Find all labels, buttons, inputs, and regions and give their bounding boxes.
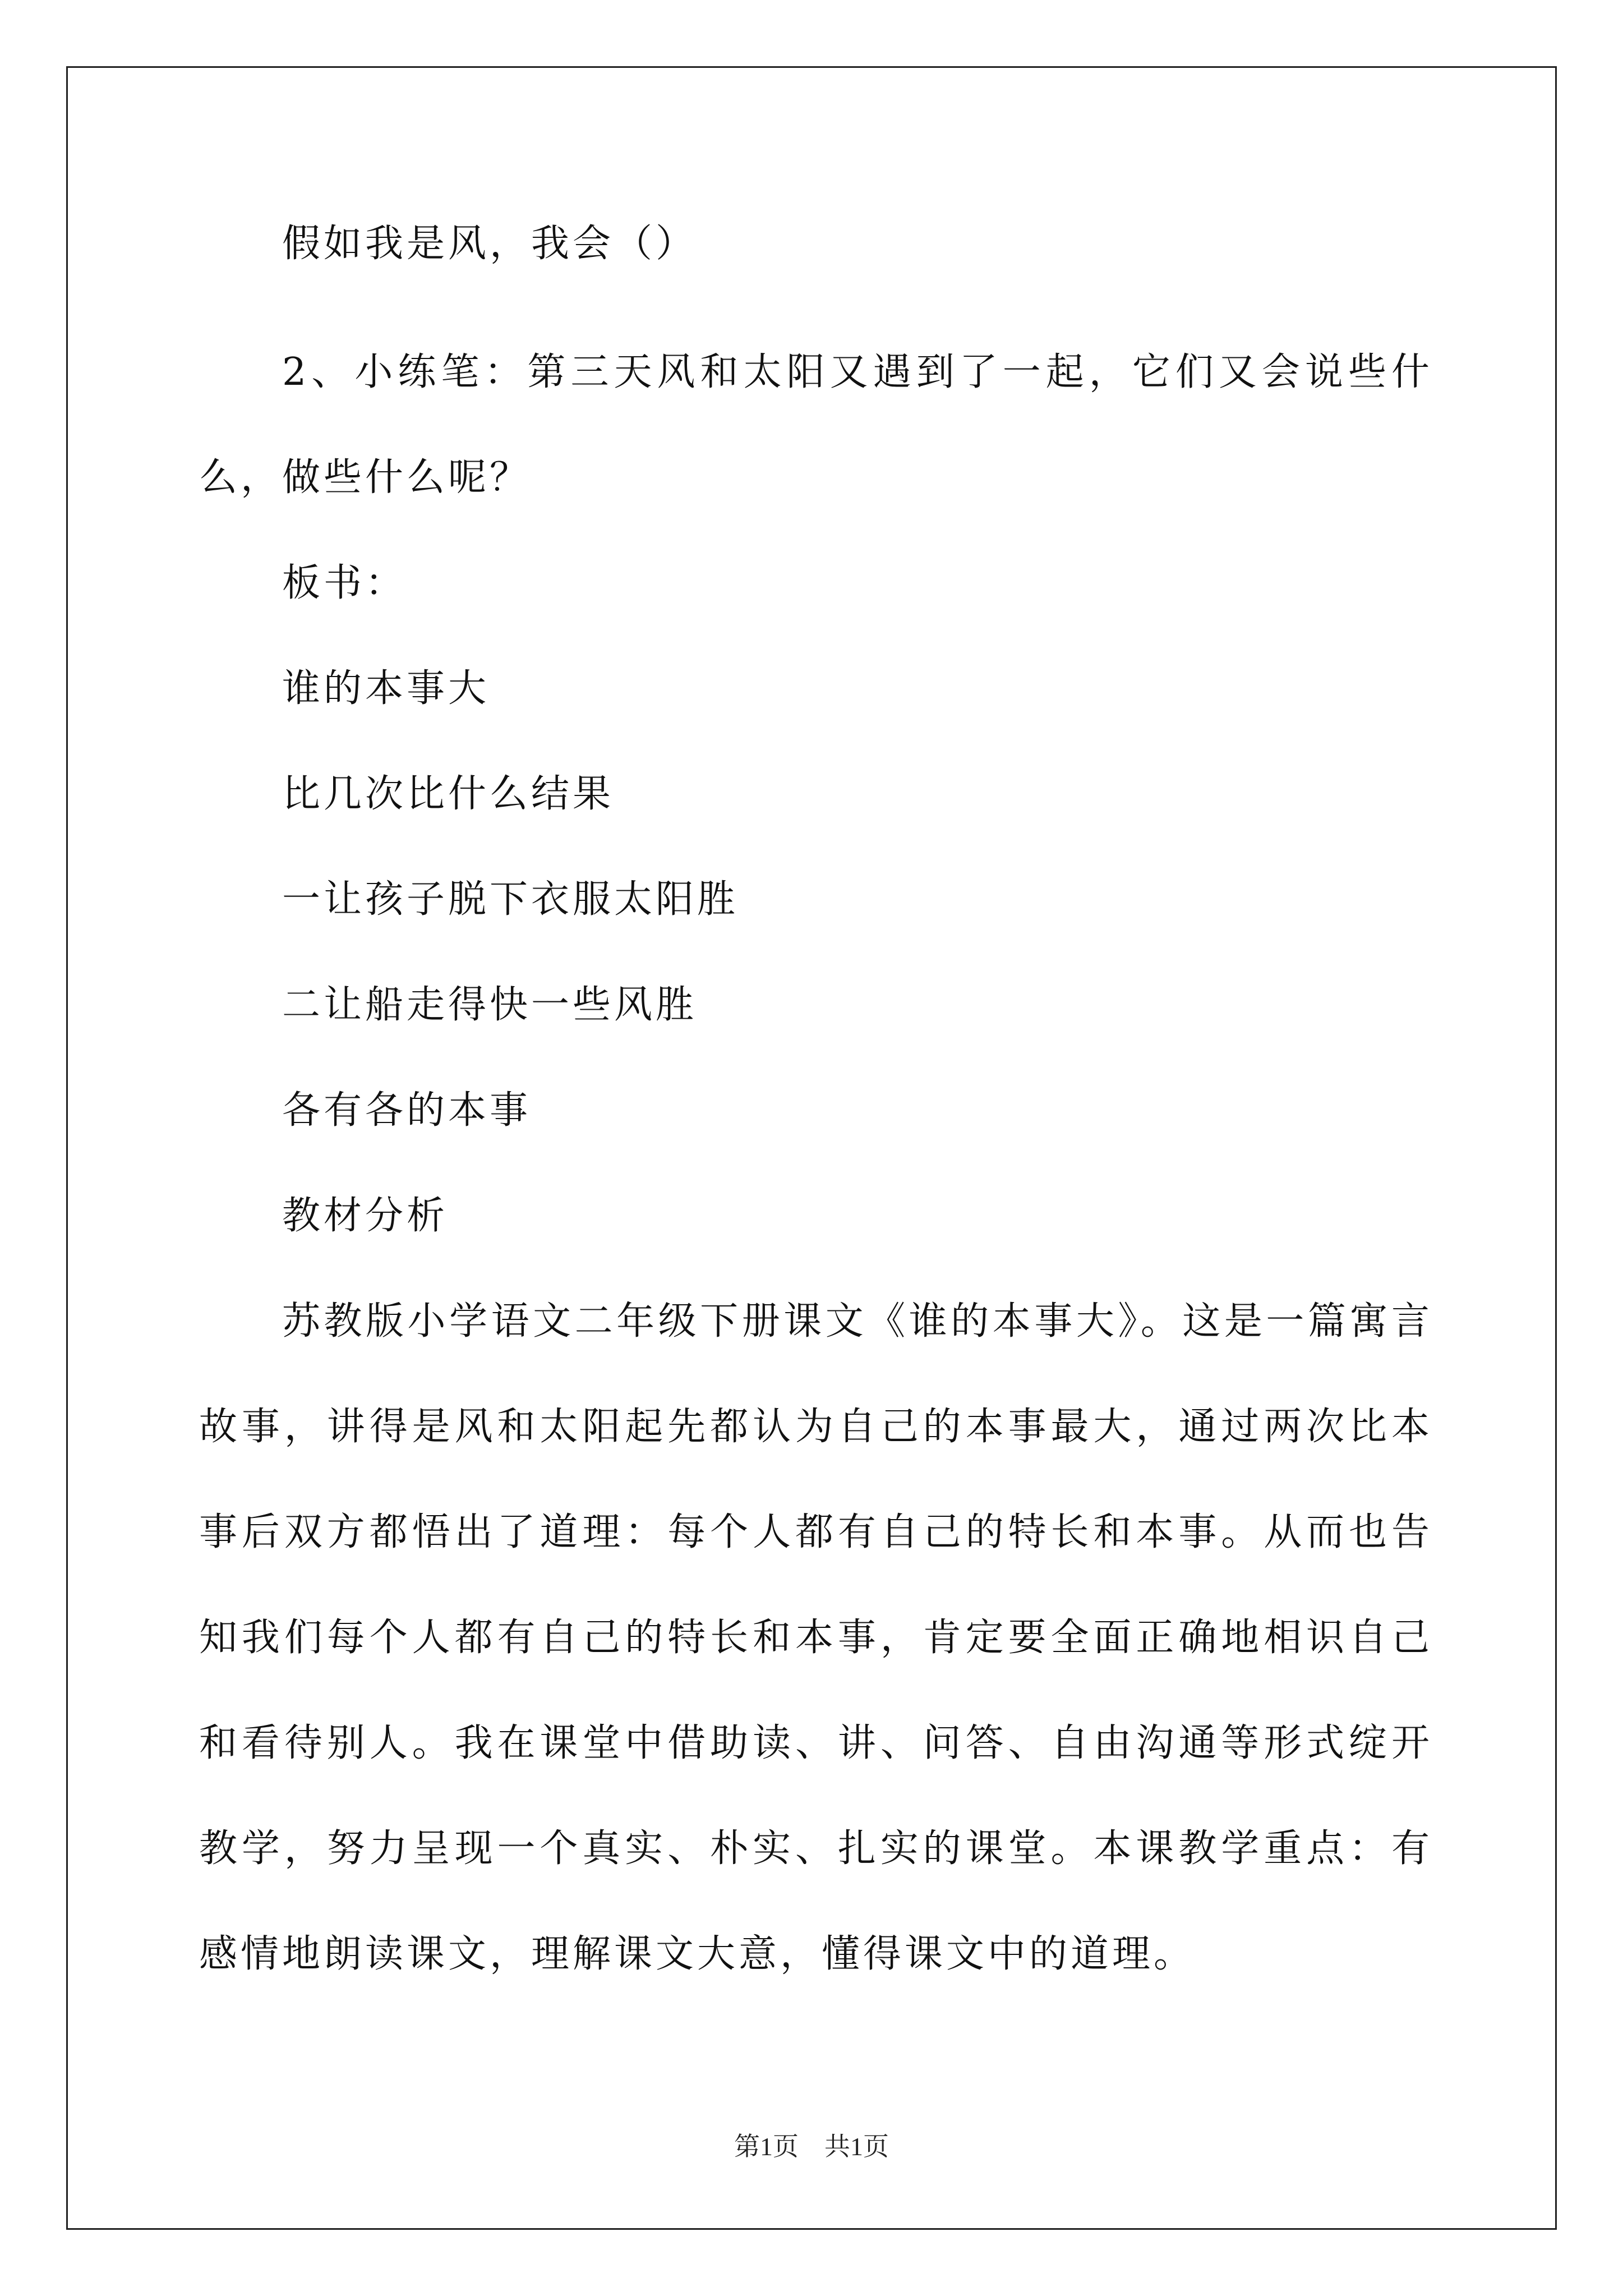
paragraph-5: 比几次比什么结果 (282, 772, 615, 816)
paragraph-10: 苏教版小学语文二年级下册课文《谁的本事大》。这是一篇寓言故事，讲得是风和太阳起先都认为自己的本事最大，通过两次比本事后双方都悟出了道理：每个人都有自己的特长和本事。从而也告知我们每个人都有自己的特长和本事，肯定要全面正确地相识自己和看待别人。我在课堂中借助读、讲、问答、自由沟通等形式绽开教学，努力呈现一个真实、朴实、扎实的课堂。本课教学重点：有感情地朗读课文，理解课文大意，懂得课文中的道理。 (199, 1299, 1433, 1976)
paragraph-6: 一让孩子脱下衣服太阳胜 (282, 877, 739, 922)
paragraph-4: 谁的本事大 (282, 666, 490, 711)
page-footer: 第1页 共1页 (734, 2132, 889, 2161)
paragraph-2: 2、小练笔：第三天风和太阳又遇到了一起，它们又会说些什么，做些什么呢？ (199, 350, 1433, 500)
paragraph-8: 各有各的本事 (282, 1088, 532, 1133)
paragraph-1: 假如我是风，我会（） (282, 222, 698, 266)
document-body (199, 213, 1433, 2007)
paragraph-9: 教材分析 (282, 1194, 449, 1238)
paragraph-7: 二让船走得快一些风胜 (282, 983, 698, 1027)
paragraph-3: 板书： (282, 561, 407, 605)
